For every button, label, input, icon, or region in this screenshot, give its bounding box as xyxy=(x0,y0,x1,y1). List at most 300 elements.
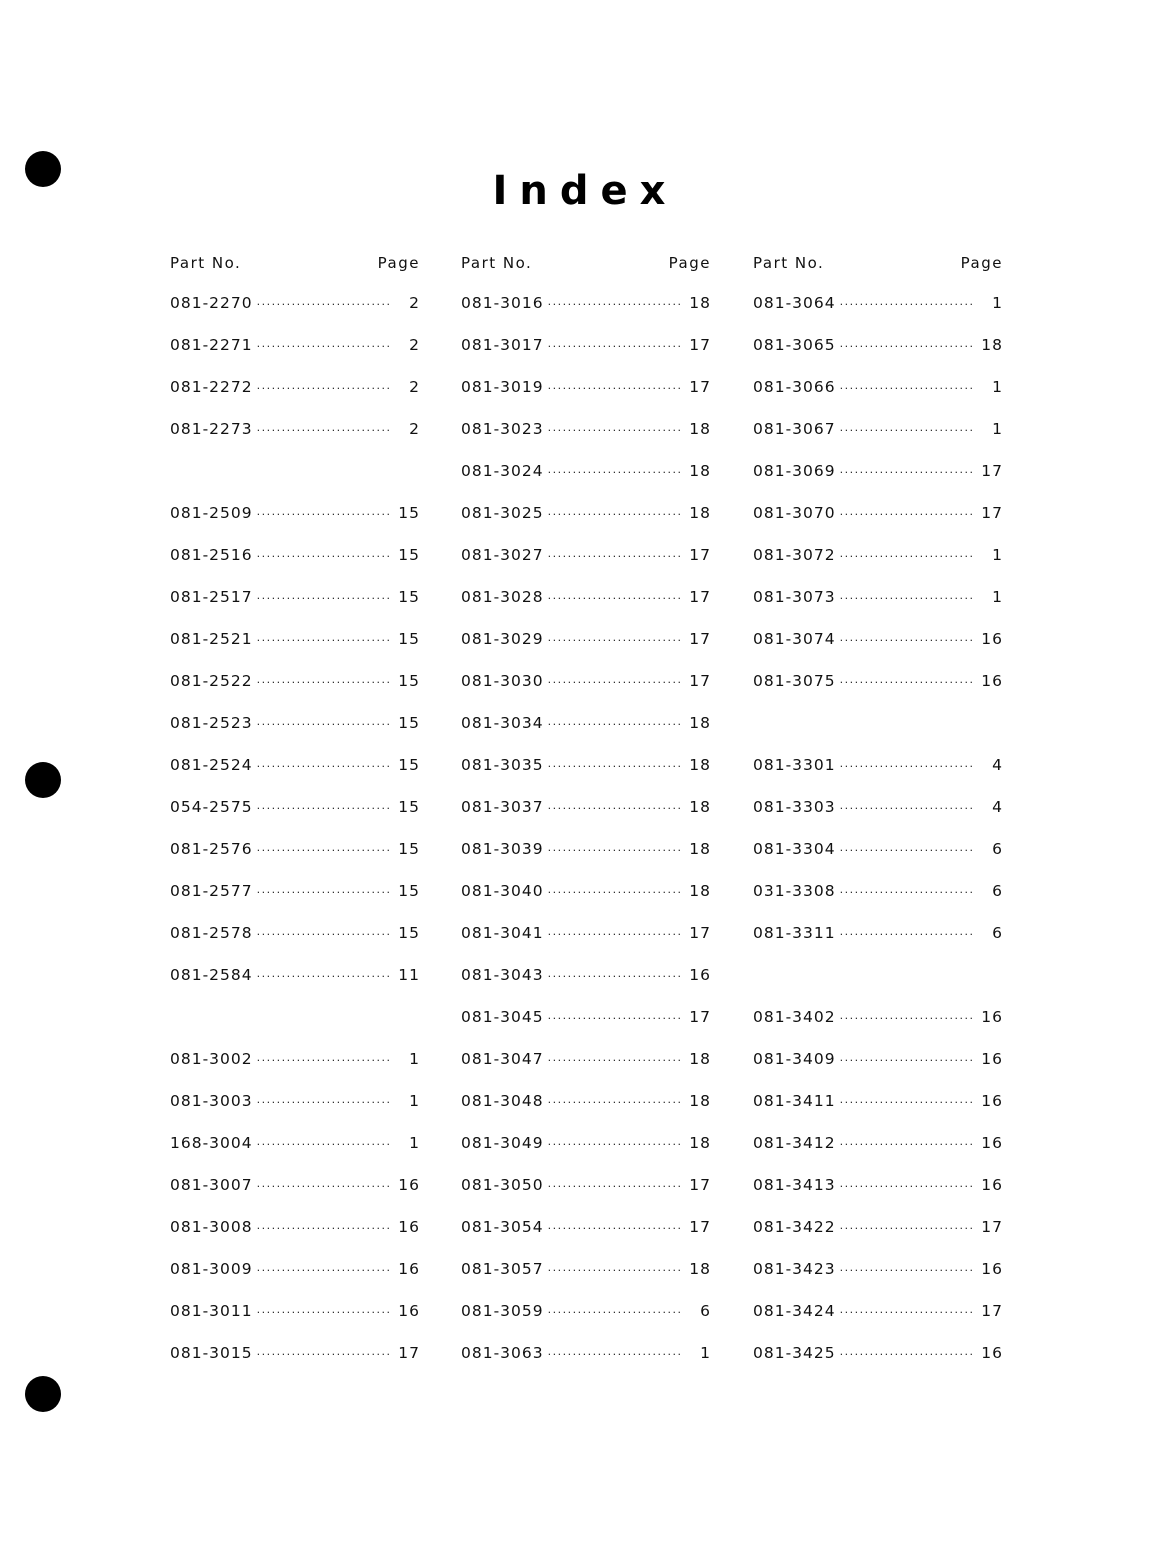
page-number: 18 xyxy=(689,420,711,438)
dot-leader xyxy=(257,718,390,731)
part-number: 081-3023 xyxy=(461,420,544,438)
index-entry xyxy=(753,546,1003,588)
page-number: 2 xyxy=(409,336,420,354)
page-number: 15 xyxy=(398,924,420,942)
page-number: 16 xyxy=(981,1092,1003,1110)
part-number: 081-3041 xyxy=(461,924,544,942)
index-entry xyxy=(461,546,711,588)
index-entry xyxy=(753,588,1003,630)
page-header: Page xyxy=(668,254,711,272)
page-number: 1 xyxy=(409,1134,420,1152)
page-number: 15 xyxy=(398,882,420,900)
page-number: 11 xyxy=(398,966,420,984)
part-number: 081-3024 xyxy=(461,462,544,480)
page-number: 16 xyxy=(981,1050,1003,1068)
dot-leader xyxy=(548,970,681,983)
page-number: 16 xyxy=(398,1176,420,1194)
page-number: 18 xyxy=(689,1134,711,1152)
part-number: 081-3409 xyxy=(753,1050,836,1068)
page-number: 18 xyxy=(689,882,711,900)
index-entry xyxy=(170,1218,420,1260)
part-number: 081-3049 xyxy=(461,1134,544,1152)
index-column-1 xyxy=(170,254,420,1386)
dot-leader xyxy=(840,1264,973,1277)
page-number: 17 xyxy=(689,378,711,396)
part-number: 081-3311 xyxy=(753,924,836,942)
page-header: Page xyxy=(960,254,1003,272)
page-number: 15 xyxy=(398,588,420,606)
dot-leader xyxy=(257,1306,390,1319)
part-number: 081-3413 xyxy=(753,1176,836,1194)
index-entry xyxy=(170,588,420,630)
dot-leader xyxy=(548,1264,681,1277)
dot-leader xyxy=(257,1222,390,1235)
page-number: 15 xyxy=(398,504,420,522)
page-number: 6 xyxy=(992,840,1003,858)
part-number: 081-3047 xyxy=(461,1050,544,1068)
part-number: 081-3303 xyxy=(753,798,836,816)
entry-list xyxy=(461,294,711,1386)
index-entry xyxy=(753,294,1003,336)
dot-leader xyxy=(548,508,681,521)
part-number: 081-2523 xyxy=(170,714,253,732)
page-number: 18 xyxy=(689,798,711,816)
index-entry xyxy=(461,1260,711,1302)
entry-list xyxy=(753,294,1003,1386)
dot-leader xyxy=(548,844,681,857)
part-number: 031-3308 xyxy=(753,882,836,900)
page-number: 18 xyxy=(689,504,711,522)
page-number: 17 xyxy=(689,546,711,564)
page-number: 16 xyxy=(981,1176,1003,1194)
dot-leader xyxy=(257,1096,390,1109)
page-title: Index xyxy=(492,168,678,214)
part-number: 081-3402 xyxy=(753,1008,836,1026)
page-number: 18 xyxy=(689,1092,711,1110)
page-number: 18 xyxy=(689,294,711,312)
page-number: 16 xyxy=(981,630,1003,648)
dot-leader xyxy=(548,760,681,773)
part-number: 081-2577 xyxy=(170,882,253,900)
dot-leader xyxy=(548,718,681,731)
page-number: 1 xyxy=(992,420,1003,438)
page-number: 18 xyxy=(689,840,711,858)
dot-leader xyxy=(840,550,973,563)
page-number: 18 xyxy=(689,462,711,480)
dot-leader xyxy=(840,1054,973,1067)
index-entry xyxy=(461,336,711,378)
part-number: 054-2575 xyxy=(170,798,253,816)
part-number: 081-2521 xyxy=(170,630,253,648)
index-entry xyxy=(753,1218,1003,1260)
part-number: 081-3008 xyxy=(170,1218,253,1236)
page-number: 15 xyxy=(398,630,420,648)
index-entry xyxy=(753,336,1003,378)
dot-leader xyxy=(548,466,681,479)
part-number: 081-3039 xyxy=(461,840,544,858)
part-number: 081-3015 xyxy=(170,1344,253,1362)
part-number: 081-3057 xyxy=(461,1260,544,1278)
part-number: 081-3034 xyxy=(461,714,544,732)
index-entry xyxy=(461,840,711,882)
index-entry xyxy=(170,630,420,672)
dot-leader xyxy=(548,1180,681,1193)
page-number: 18 xyxy=(689,714,711,732)
part-number: 081-2509 xyxy=(170,504,253,522)
dot-leader xyxy=(257,424,390,437)
part-number: 081-2272 xyxy=(170,378,253,396)
part-number: 081-3074 xyxy=(753,630,836,648)
part-number: 081-3029 xyxy=(461,630,544,648)
dot-leader xyxy=(548,340,681,353)
dot-leader xyxy=(548,1012,681,1025)
index-entry xyxy=(753,1134,1003,1176)
index-entry xyxy=(170,1092,420,1134)
page-number: 16 xyxy=(981,1260,1003,1278)
dot-leader xyxy=(840,1096,973,1109)
index-entry xyxy=(170,378,420,420)
page-number: 16 xyxy=(981,1134,1003,1152)
part-number: 081-3016 xyxy=(461,294,544,312)
page-number: 16 xyxy=(398,1260,420,1278)
index-entry xyxy=(461,1218,711,1260)
dot-leader xyxy=(840,340,973,353)
index-entry xyxy=(753,882,1003,924)
index-entry xyxy=(170,924,420,966)
index-entry xyxy=(170,756,420,798)
index-entry xyxy=(170,966,420,1008)
part-number: 081-3065 xyxy=(753,336,836,354)
index-entry xyxy=(170,1260,420,1302)
part-number: 081-3003 xyxy=(170,1092,253,1110)
index-entry xyxy=(170,672,420,714)
page-number: 17 xyxy=(981,1218,1003,1236)
index-entry xyxy=(753,1344,1003,1386)
column-header xyxy=(461,254,711,280)
part-number: 081-3054 xyxy=(461,1218,544,1236)
dot-leader xyxy=(840,424,973,437)
part-number: 081-3048 xyxy=(461,1092,544,1110)
part-number: 081-3019 xyxy=(461,378,544,396)
dot-leader xyxy=(548,1306,681,1319)
index-entry xyxy=(461,1008,711,1050)
part-number: 081-3028 xyxy=(461,588,544,606)
page-number: 15 xyxy=(398,840,420,858)
page-number: 17 xyxy=(981,504,1003,522)
part-number: 081-2578 xyxy=(170,924,253,942)
page-number: 17 xyxy=(981,1302,1003,1320)
index-entry xyxy=(753,462,1003,504)
dot-leader xyxy=(548,592,681,605)
punch-hole-bottom xyxy=(25,1376,61,1412)
page-number: 16 xyxy=(981,1344,1003,1362)
dot-leader xyxy=(257,298,390,311)
index-entry xyxy=(461,1092,711,1134)
dot-leader xyxy=(548,1054,681,1067)
dot-leader xyxy=(840,1180,973,1193)
page-number: 16 xyxy=(981,672,1003,690)
dot-leader xyxy=(257,928,390,941)
part-number: 081-3063 xyxy=(461,1344,544,1362)
index-entry xyxy=(170,714,420,756)
index-entry xyxy=(461,714,711,756)
part-number: 081-3064 xyxy=(753,294,836,312)
part-number: 081-3043 xyxy=(461,966,544,984)
part-number: 081-3002 xyxy=(170,1050,253,1068)
dot-leader xyxy=(257,760,390,773)
index-entry xyxy=(753,1260,1003,1302)
page-number: 17 xyxy=(398,1344,420,1362)
index-entry xyxy=(170,1344,420,1386)
dot-leader xyxy=(840,760,973,773)
page-number: 17 xyxy=(689,336,711,354)
dot-leader xyxy=(257,844,390,857)
part-number: 081-3073 xyxy=(753,588,836,606)
dot-leader xyxy=(257,970,390,983)
dot-leader xyxy=(840,928,973,941)
index-entry xyxy=(461,294,711,336)
index-entry xyxy=(461,1134,711,1176)
index-entry xyxy=(461,420,711,462)
dot-leader xyxy=(548,676,681,689)
dot-leader xyxy=(840,844,973,857)
index-entry xyxy=(170,882,420,924)
dot-leader xyxy=(257,1348,390,1361)
dot-leader xyxy=(257,508,390,521)
page-number: 1 xyxy=(992,588,1003,606)
part-number: 081-2524 xyxy=(170,756,253,774)
page-number: 17 xyxy=(689,1176,711,1194)
dot-leader xyxy=(840,1306,973,1319)
page-header: Page xyxy=(377,254,420,272)
dot-leader xyxy=(548,1348,681,1361)
punch-hole-middle xyxy=(25,762,61,798)
page-number: 1 xyxy=(409,1050,420,1068)
part-number: 081-3424 xyxy=(753,1302,836,1320)
index-entry xyxy=(461,924,711,966)
index-entry xyxy=(753,756,1003,798)
part-number: 081-3040 xyxy=(461,882,544,900)
dot-leader xyxy=(548,886,681,899)
dot-leader xyxy=(840,382,973,395)
part-number: 081-3011 xyxy=(170,1302,253,1320)
part-number: 081-3050 xyxy=(461,1176,544,1194)
page-number: 15 xyxy=(398,798,420,816)
dot-leader xyxy=(257,634,390,647)
index-entry xyxy=(753,378,1003,420)
dot-leader xyxy=(257,886,390,899)
column-header xyxy=(753,254,1003,280)
dot-leader xyxy=(840,592,973,605)
index-entry xyxy=(461,966,711,1008)
dot-leader xyxy=(257,676,390,689)
index-entry xyxy=(461,378,711,420)
part-number: 081-3030 xyxy=(461,672,544,690)
index-entry xyxy=(461,1344,711,1386)
index-entry xyxy=(753,1092,1003,1134)
index-entry xyxy=(461,630,711,672)
index-entry xyxy=(753,840,1003,882)
page-number: 16 xyxy=(981,1008,1003,1026)
dot-leader xyxy=(548,424,681,437)
dot-leader xyxy=(840,1012,973,1025)
dot-leader xyxy=(840,1348,973,1361)
part-number: 081-3422 xyxy=(753,1218,836,1236)
page-number: 4 xyxy=(992,798,1003,816)
part-number: 081-3037 xyxy=(461,798,544,816)
page-number: 18 xyxy=(689,756,711,774)
index-entry xyxy=(753,420,1003,462)
index-entry xyxy=(753,924,1003,966)
page-number: 16 xyxy=(398,1302,420,1320)
index-entry xyxy=(461,1176,711,1218)
part-number: 081-3069 xyxy=(753,462,836,480)
page-number: 2 xyxy=(409,378,420,396)
index-entry xyxy=(753,630,1003,672)
index-entry xyxy=(753,1008,1003,1050)
part-number: 081-3045 xyxy=(461,1008,544,1026)
page-number: 1 xyxy=(409,1092,420,1110)
page-number: 1 xyxy=(700,1344,711,1362)
page-number: 17 xyxy=(981,462,1003,480)
index-entry xyxy=(461,462,711,504)
index-column-2 xyxy=(461,254,711,1386)
page-number: 1 xyxy=(992,546,1003,564)
index-entry xyxy=(461,882,711,924)
part-number: 081-3423 xyxy=(753,1260,836,1278)
part-number: 081-2522 xyxy=(170,672,253,690)
part-number: 081-3066 xyxy=(753,378,836,396)
dot-leader xyxy=(257,1264,390,1277)
dot-leader xyxy=(840,298,973,311)
part-number: 081-2584 xyxy=(170,966,253,984)
page-number: 17 xyxy=(689,1008,711,1026)
part-no-header: Part No. xyxy=(461,254,533,272)
part-number: 168-3004 xyxy=(170,1134,253,1152)
index-entry xyxy=(753,504,1003,546)
dot-leader xyxy=(840,466,973,479)
index-entry xyxy=(170,798,420,840)
column-header xyxy=(170,254,420,280)
dot-leader xyxy=(257,382,390,395)
page-number: 2 xyxy=(409,420,420,438)
page-number: 2 xyxy=(409,294,420,312)
part-number: 081-3075 xyxy=(753,672,836,690)
dot-leader xyxy=(840,802,973,815)
page-number: 17 xyxy=(689,672,711,690)
index-entry xyxy=(753,1302,1003,1344)
part-number: 081-2271 xyxy=(170,336,253,354)
part-number: 081-3017 xyxy=(461,336,544,354)
page-number: 16 xyxy=(398,1218,420,1236)
dot-leader xyxy=(548,550,681,563)
dot-leader xyxy=(257,550,390,563)
part-number: 081-3035 xyxy=(461,756,544,774)
part-number: 081-3067 xyxy=(753,420,836,438)
dot-leader xyxy=(548,1096,681,1109)
dot-leader xyxy=(548,802,681,815)
page-number: 1 xyxy=(992,294,1003,312)
index-entry xyxy=(170,840,420,882)
part-no-header: Part No. xyxy=(753,254,825,272)
page-number: 15 xyxy=(398,546,420,564)
dot-leader xyxy=(548,634,681,647)
index-entry xyxy=(170,504,420,546)
part-number: 081-3009 xyxy=(170,1260,253,1278)
part-number: 081-2270 xyxy=(170,294,253,312)
page-number: 17 xyxy=(689,630,711,648)
page-number: 17 xyxy=(689,1218,711,1236)
page-number: 16 xyxy=(689,966,711,984)
index-column-3 xyxy=(753,254,1003,1386)
dot-leader xyxy=(257,1054,390,1067)
entry-list xyxy=(170,294,420,1386)
part-number: 081-2517 xyxy=(170,588,253,606)
page-number: 15 xyxy=(398,672,420,690)
index-entry xyxy=(461,756,711,798)
index-entry xyxy=(170,420,420,462)
part-number: 081-3025 xyxy=(461,504,544,522)
page-number: 15 xyxy=(398,714,420,732)
part-number: 081-3425 xyxy=(753,1344,836,1362)
dot-leader xyxy=(548,382,681,395)
part-number: 081-3007 xyxy=(170,1176,253,1194)
part-number: 081-3411 xyxy=(753,1092,836,1110)
part-number: 081-3027 xyxy=(461,546,544,564)
part-number: 081-3059 xyxy=(461,1302,544,1320)
index-entry xyxy=(170,1176,420,1218)
dot-leader xyxy=(257,340,390,353)
dot-leader xyxy=(548,1138,681,1151)
part-number: 081-2576 xyxy=(170,840,253,858)
index-entry xyxy=(170,294,420,336)
dot-leader xyxy=(257,592,390,605)
page-number: 6 xyxy=(700,1302,711,1320)
page-number: 18 xyxy=(689,1050,711,1068)
page-number: 6 xyxy=(992,882,1003,900)
index-entry xyxy=(753,1176,1003,1218)
index-entry xyxy=(461,798,711,840)
part-number: 081-3070 xyxy=(753,504,836,522)
index-entry xyxy=(170,336,420,378)
index-entry xyxy=(170,1302,420,1344)
page-number: 1 xyxy=(992,378,1003,396)
index-entry xyxy=(461,1302,711,1344)
page-number: 17 xyxy=(689,588,711,606)
index-entry xyxy=(461,504,711,546)
dot-leader xyxy=(840,886,973,899)
page-number: 18 xyxy=(981,336,1003,354)
part-number: 081-3072 xyxy=(753,546,836,564)
index-entry xyxy=(753,1050,1003,1092)
index-entry xyxy=(461,588,711,630)
index-entry xyxy=(461,1050,711,1092)
part-number: 081-2273 xyxy=(170,420,253,438)
dot-leader xyxy=(840,634,973,647)
part-no-header: Part No. xyxy=(170,254,242,272)
part-number: 081-2516 xyxy=(170,546,253,564)
page-number: 15 xyxy=(398,756,420,774)
index-entry xyxy=(170,546,420,588)
dot-leader xyxy=(548,928,681,941)
part-number: 081-3412 xyxy=(753,1134,836,1152)
index-entry xyxy=(753,672,1003,714)
dot-leader xyxy=(840,1138,973,1151)
part-number: 081-3304 xyxy=(753,840,836,858)
dot-leader xyxy=(840,1222,973,1235)
dot-leader xyxy=(840,676,973,689)
dot-leader xyxy=(257,1138,390,1151)
